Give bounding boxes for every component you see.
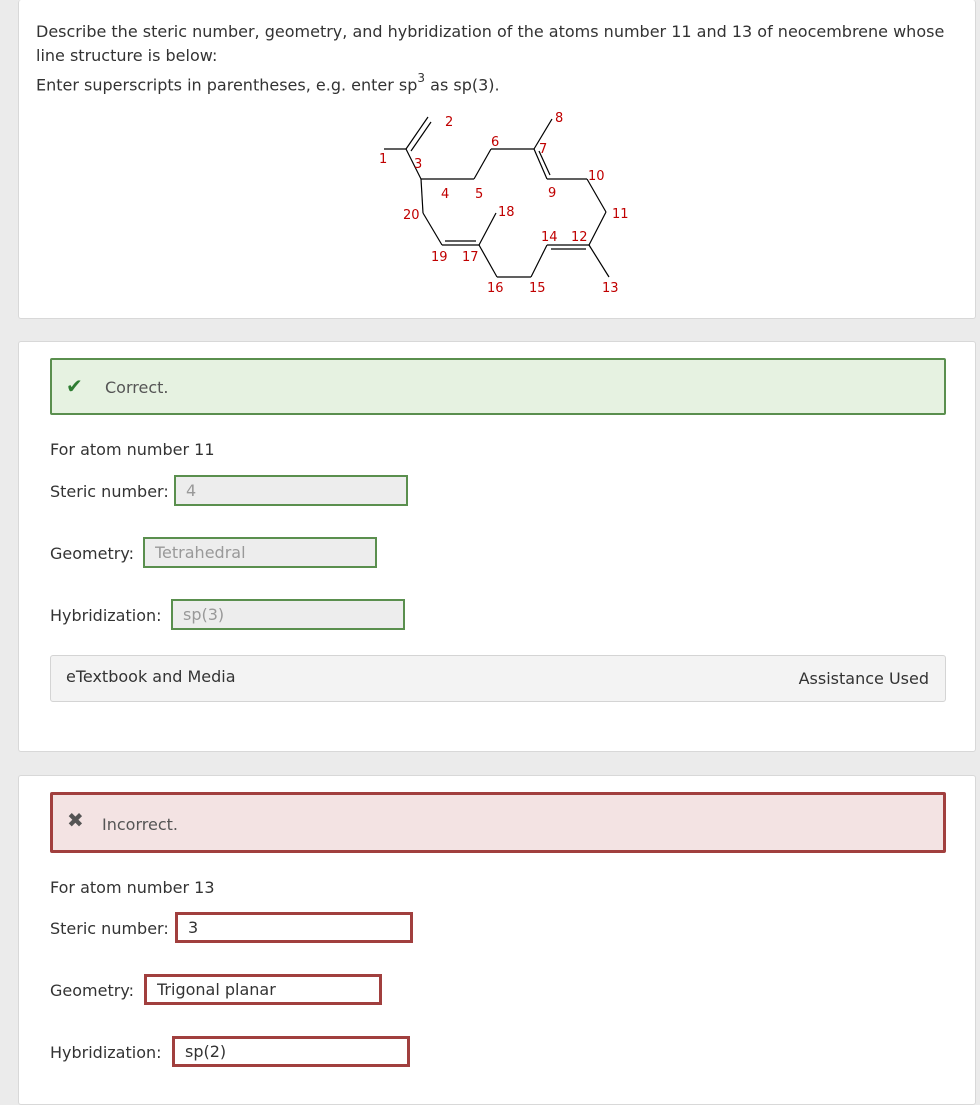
- atom-label: 1: [379, 152, 388, 167]
- atom-label: 19: [431, 250, 448, 265]
- atom-11-heading: For atom number 11: [50, 440, 215, 459]
- question-prompt: [36, 20, 951, 97]
- atom-label: 17: [462, 250, 479, 265]
- atom-number-labels: [379, 111, 629, 296]
- atom-label: 16: [487, 281, 504, 296]
- incorrect-banner: [50, 792, 946, 853]
- incorrect-message: Incorrect.: [102, 815, 178, 834]
- steric-number-input[interactable]: [175, 912, 413, 943]
- atom-label: 10: [588, 169, 605, 184]
- neocembrene-line-structure: [359, 100, 639, 300]
- etextbook-media-bar: [50, 655, 946, 702]
- atom-label: 18: [498, 205, 515, 220]
- atom-label: 12: [571, 230, 588, 245]
- steric-number-label: Steric number:: [50, 919, 169, 938]
- question-card: [18, 0, 976, 319]
- hybridization-label: Hybridization:: [50, 1043, 162, 1062]
- atom-label: 13: [602, 281, 619, 296]
- geometry-input[interactable]: [144, 974, 382, 1005]
- geometry-label: Geometry:: [50, 981, 135, 1000]
- atom-label: 2: [445, 115, 454, 130]
- geometry-input[interactable]: [143, 537, 377, 568]
- atom-11-answer-card: [18, 341, 976, 752]
- geometry-label: Geometry:: [50, 544, 135, 563]
- atom-label: 9: [548, 186, 557, 201]
- correct-banner: [50, 358, 946, 415]
- hybridization-input[interactable]: [172, 1036, 410, 1067]
- atom-label: 3: [414, 157, 423, 172]
- hybridization-input[interactable]: [171, 599, 405, 630]
- atom-label: 14: [541, 230, 558, 245]
- atom-label: 4: [441, 187, 450, 202]
- atom-label: 8: [555, 111, 564, 126]
- atom-label: 15: [529, 281, 546, 296]
- steric-number-input[interactable]: [174, 475, 408, 506]
- x-icon: ✖: [67, 808, 84, 832]
- atom-label: 7: [539, 142, 548, 157]
- atom-13-heading: For atom number 13: [50, 878, 215, 897]
- atom-label: 20: [403, 208, 420, 223]
- check-icon: ✔: [66, 374, 83, 398]
- steric-number-label: Steric number:: [50, 482, 169, 501]
- etextbook-media-link[interactable]: eTextbook and Media: [66, 667, 236, 686]
- correct-message: Correct.: [105, 378, 169, 397]
- atom-13-answer-card: [18, 775, 976, 1105]
- atom-label: 11: [612, 207, 629, 222]
- atom-label: 6: [491, 135, 500, 150]
- hybridization-label: Hybridization:: [50, 606, 162, 625]
- atom-label: 5: [475, 187, 484, 202]
- question-text: Describe the steric number, geometry, and hybridization of the atoms number 11 and 13 of neocembrene whose line structure is below:: [36, 22, 945, 65]
- assistance-used-label: Assistance Used: [798, 669, 929, 688]
- superscript-instruction: Enter superscripts in parentheses, e.g. enter $sp^3$ as sp(3).: [36, 71, 500, 95]
